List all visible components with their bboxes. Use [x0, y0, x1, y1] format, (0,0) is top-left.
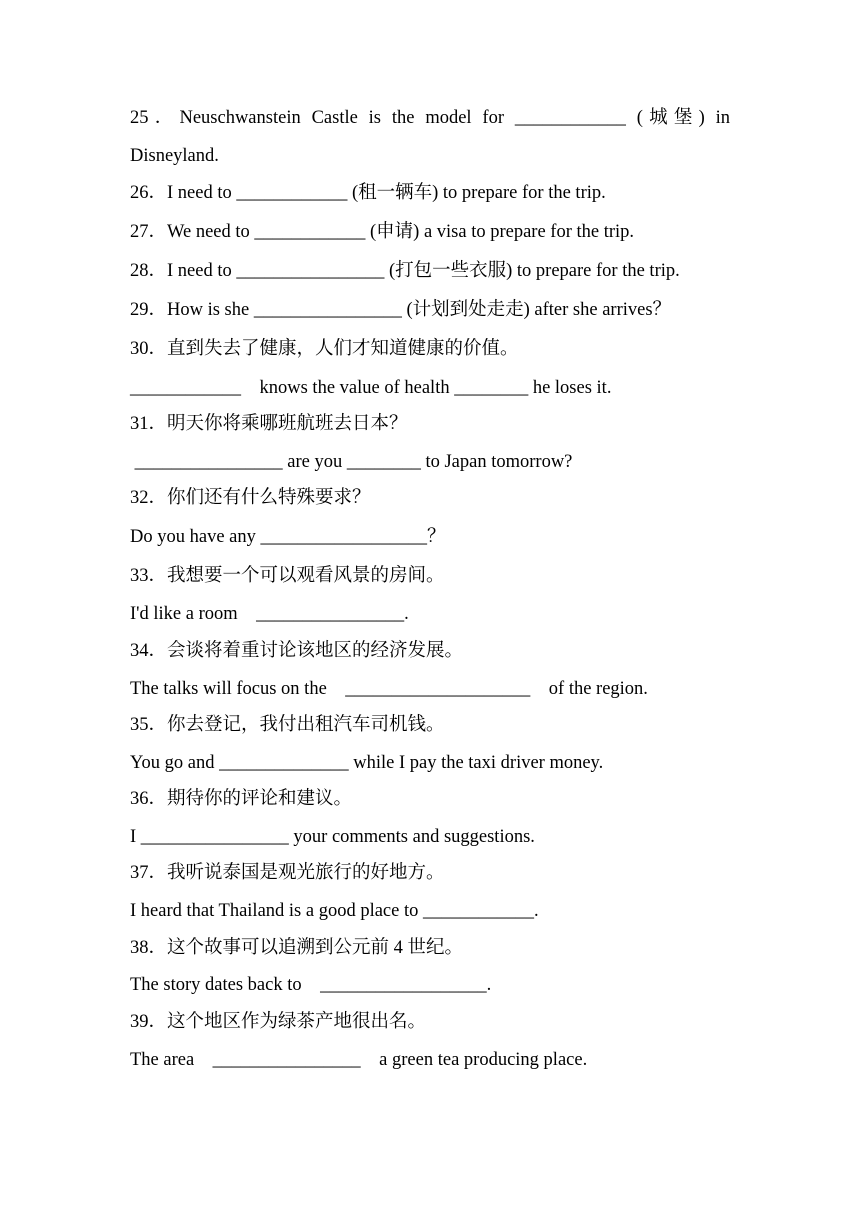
question-30-prompt: 30．直到失去了健康，人们才知道健康的价值。 [130, 339, 519, 359]
question-34-prompt: 34．会谈将着重讨论该地区的经济发展。 [130, 641, 464, 661]
question-26: 26．I need to ____________ (租一辆车) to prepare for the trip. [130, 183, 606, 203]
question-35-prompt: 35．你去登记，我付出租汽车司机钱。 [130, 715, 445, 735]
question-39-prompt: 39．这个地区作为绿茶产地很出名。 [130, 1012, 427, 1032]
question-37-answer: I heard that Thailand is a good place to ____________. [130, 901, 539, 921]
question-34-answer: The talks will focus on the ____________________ of the region. [130, 679, 648, 699]
question-31-prompt: 31．明天你将乘哪班航班去日本？ [130, 414, 408, 434]
question-31-answer: ________________ are you ________ to Japan tomorrow? [130, 452, 573, 472]
question-27: 27．We need to ____________ (申请) a visa to prepare for the trip. [130, 222, 635, 242]
question-38-prompt: 38．这个故事可以追溯到公元前 4 世纪。 [130, 938, 464, 958]
question-39-answer: The area ________________ a green tea producing place. [130, 1050, 588, 1070]
question-33-answer: I'd like a room ________________. [130, 604, 409, 624]
question-37-prompt: 37．我听说泰国是观光旅行的好地方。 [130, 863, 445, 883]
question-35-answer: You go and ______________ while I pay the taxi driver money. [130, 753, 604, 773]
question-33-prompt: 33．我想要一个可以观看风景的房间。 [130, 566, 445, 586]
question-25-line1: 25．Neuschwanstein Castle is the model for ____________ (城堡) in [130, 108, 730, 128]
question-36-prompt: 36．期待你的评论和建议。 [130, 789, 353, 809]
question-25-line2: Disneyland. [130, 146, 219, 166]
question-32-prompt: 32．你们还有什么特殊要求？ [130, 488, 371, 508]
question-32-answer: Do you have any __________________？ [130, 527, 446, 547]
question-36-answer: I ________________ your comments and suggestions. [130, 827, 535, 847]
question-30-answer: ____________ knows the value of health ________ he loses it. [130, 378, 612, 398]
question-28: 28．I need to ________________ (打包一些衣服) to prepare for the trip. [130, 261, 680, 281]
question-38-answer: The story dates back to __________________. [130, 975, 492, 995]
question-29: 29．How is she ________________ (计划到处走走) after she arrives？ [130, 300, 672, 320]
